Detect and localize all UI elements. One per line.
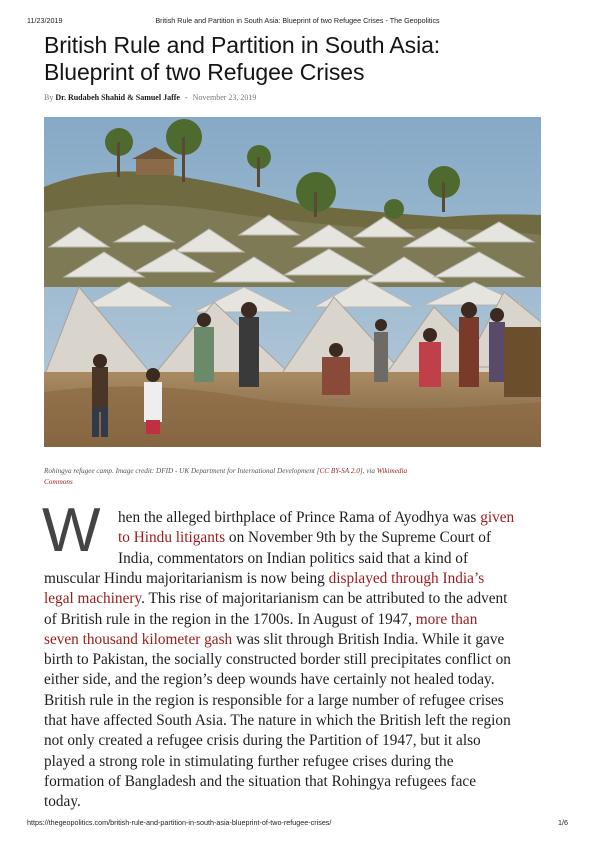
byline-prefix: By [44, 93, 54, 102]
headline-line-1: British Rule and Partition in South Asia: [44, 32, 441, 58]
refugee-camp-photo [44, 117, 541, 447]
headline-line-2: Blueprint of two Refugee Crises [44, 59, 365, 85]
commons-link[interactable]: Commons [44, 478, 73, 486]
body-text: . This rise of majoritarianism can be attributed to the advent [141, 590, 508, 608]
body-text: of British rule in the region in the 1700s. In August of 1947, [44, 610, 416, 628]
image-caption [44, 466, 549, 488]
body-line [118, 528, 558, 548]
body-line: British rule in the region is responsible for a large number of refugee crises [44, 691, 504, 709]
body-text: hen the alleged birthplace of Prince Rama of Ayodhya was [118, 509, 481, 526]
print-url: https://thegeopolitics.com/british-rule-and-partition-in-south-asia-blueprint-of-two-refugee-crises/ [27, 818, 332, 827]
hero-image [44, 117, 541, 447]
body-line: either side, and the region’s deep wounds have certainly not healed today. [44, 671, 495, 689]
body-line [118, 508, 558, 528]
body-line [44, 589, 552, 609]
print-doc-title: British Rule and Partition in South Asia: Blueprint of two Refugee Crises - The Geopolitics [155, 16, 440, 25]
article-headline [44, 32, 564, 86]
wikimedia-link[interactable]: Wikimedia [376, 467, 408, 475]
body-line: played a strong role in stimulating further refugee crises during the [44, 752, 454, 770]
byline [44, 93, 256, 102]
body-text: on November 9th by the Supreme Court of [225, 529, 492, 547]
license-link[interactable]: CC BY-SA 2.0 [319, 467, 360, 475]
hindu-litigants-link[interactable]: to Hindu litigants [118, 529, 226, 547]
caption-middle: ], via [359, 467, 377, 475]
given-link[interactable]: given [480, 509, 515, 526]
caption-text: Rohingya refugee camp. Image credit: DFID - UK Department for International Development [ [44, 467, 320, 475]
body-line [44, 569, 552, 589]
body-text: muscular Hindu majoritarianism is now being [44, 570, 329, 587]
body-line: today. [44, 793, 81, 811]
author-link[interactable]: Dr. Rudabeh Shahid & Samuel Jaffe [55, 93, 180, 102]
page-number: 1/6 [558, 818, 568, 827]
body-line [44, 610, 552, 630]
drop-cap: W [42, 496, 101, 565]
kilometer-gash-link-start[interactable]: more than [415, 610, 478, 628]
body-line: birth to Pakistan, the socially constructed border still precipitates conflict on [44, 651, 511, 669]
legal-machinery-link-end[interactable]: legal machinery [44, 590, 142, 608]
publish-date: November 23, 2019 [192, 93, 257, 102]
body-text: was slit through British India. While it gave [232, 630, 505, 648]
body-line: India, commentators on Indian politics said that a kind of [118, 549, 469, 567]
kilometer-gash-link-end[interactable]: seven thousand kilometer gash [44, 630, 233, 648]
print-date: 11/23/2019 [27, 16, 63, 25]
article-body [44, 569, 552, 813]
body-line: not only created a refugee crisis during the Partition of 1947, but it also [44, 732, 481, 750]
body-line: formation of Bangladesh and the situation that Rohingya refugees face [44, 772, 477, 790]
body-line [44, 630, 552, 650]
legal-machinery-link-start[interactable]: displayed through India’s [328, 570, 485, 587]
body-line: that have affected South Asia. The nature in which the British left the region [44, 712, 511, 730]
byline-separator: - [184, 93, 188, 102]
article-body-intro [118, 508, 558, 569]
